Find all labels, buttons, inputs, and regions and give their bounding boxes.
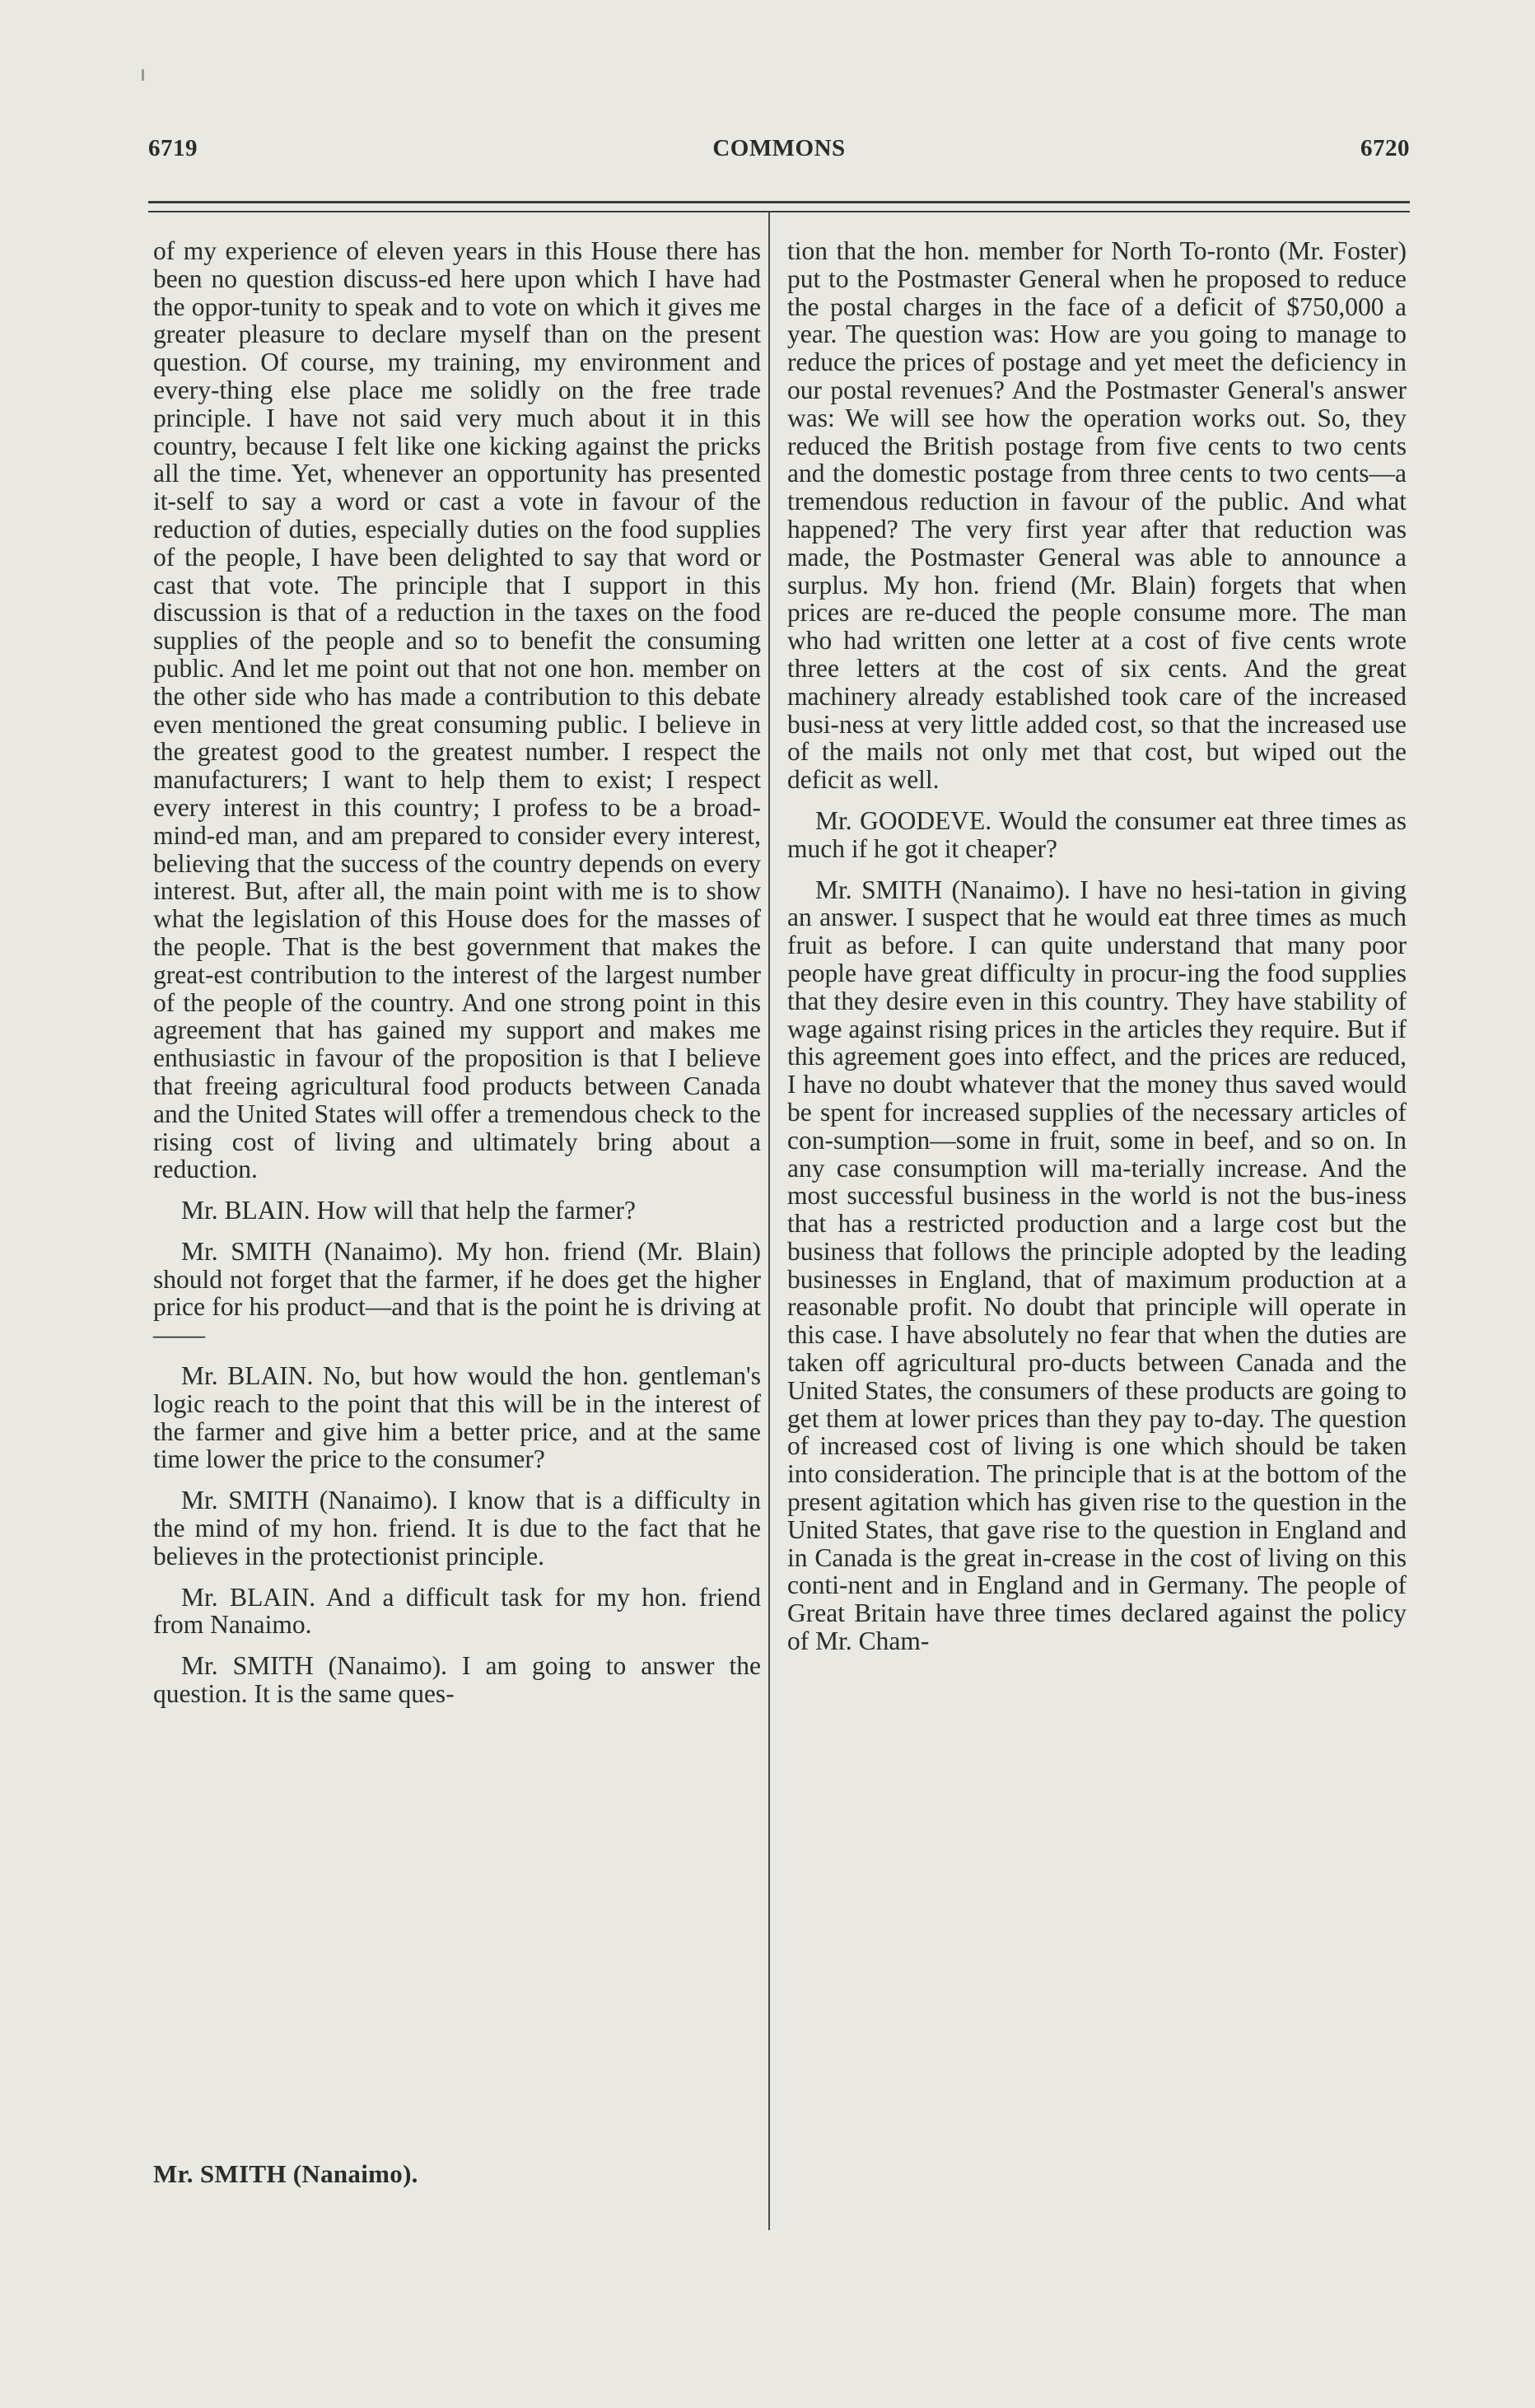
paragraph: Mr. SMITH (Nanaimo). I have no hesi-tation in giving an answer. I suspect that he would eat three times as much fruit as before. I can quite understand that many poor people have great difficulty in procur-ing the food supplies that they desire even in this country. They have stability of wage against rising prices in the articles they require. But if this agreement goes into effect, and the prices are reduced, I have no doubt whatever that the money thus saved would be spent for increased supplies of the necessary articles of con-sumption—some in fruit, some in beef, and so on. In any case consumption will ma-terially increase. And the most successful business in the world is not the bus-iness that has a restricted production and a large cost but the business that follows the principle adopted by the leading businesses in England, that of maximum production at a reasonable profit. No doubt that principle will operate in this case. I have absolutely no fear that when the duties are taken off agricultural pro-ducts between Canada and the United States, the consumers of these products are going to get them at lower prices than they pay to-day. The question of increased cost of living is one which should be taken into consideration. The principle that is at the bottom of the present agitation which has given rise to the question in the United States, that gave rise to the question in England and in Canada is the great in-crease in the cost of living on this conti-nent and in England and in Germany. The people of Great Britain have three times declared against the policy of Mr. Cham- [787,875,1407,1656]
paragraph: Mr. SMITH (Nanaimo). I know that is a difficulty in the mind of my hon. friend. It is due to the fact that he believes in the protectionist principle. [153,1486,761,1570]
paragraph: Mr. SMITH (Nanaimo). I am going to answer the question. It is the same ques- [153,1651,761,1709]
paragraph: of my experience of eleven years in this House there has been no question discuss-ed here upon which I have had the oppor-tunity to speak and to vote on which it gives me greater pleasure to declare myself than on the present question. Of course, my training, my environment and every-thing else place me solidly on the free trade principle. I have not said very much about it in this country, because I felt like one kicking against the pricks all the time. Yet, whenever an opportunity has presented it-self to say a word or cast a vote in favour of the reduction of duties, especially duties on the food supplies of the people, I have been delighted to say that word or cast that vote. The principle that I support in this discussion is that of a reduction in the taxes on the food supplies of the people and so to benefit the consuming public. And let me point out that not one hon. member on the other side who has made a contribution to this debate even mentioned the great consuming public. I believe in the greatest good to the greatest number. I respect the manufacturers; I want to help them to exist; I respect every interest in this country; I profess to be a broad-mind-ed man, and am prepared to consider every interest, believing that the success of the country depends on every interest. But, after all, the main point with me is to show what the legislation of this House does for the masses of the people. That is the best government that makes the great-est contribution to the interest of the largest number of the people of the country. And one strong point in this agreement that has gained my support and makes me enthusiastic in favour of the proposition is that I believe that freeing agricultural food products between Canada and the United States will offer a tremendous check to the rising cost of living and ultimately bring about a reduction. [153,236,761,1184]
paragraph: Mr. SMITH (Nanaimo). My hon. friend (Mr. Blain) should not forget that the farmer, if he does get the higher price for his product—and that is the point he is driving at—— [153,1236,761,1350]
left-column [153,237,761,1721]
header-rule-thin [148,211,1410,212]
header-rule-thick [148,201,1410,203]
paragraph: Mr. BLAIN. How will that help the farmer? [181,1196,636,1225]
page-header [148,135,1410,176]
left-page-number: 6719 [148,135,198,161]
paragraph: Mr. BLAIN. No, but how would the hon. gentleman's logic reach to the point that this will be in the interest of the farmer and give him a better price, and at the same time lower the price to the consumer? [153,1361,761,1474]
page-footer-speaker: Mr. SMITH (Nanaimo). [153,2159,418,2188]
right-page-number: 6720 [1360,135,1410,161]
paragraph: Mr. GOODEVE. Would the consumer eat three times as much if he got it cheaper? [787,805,1407,863]
page-title: COMMONS [712,135,846,161]
margin-mark [142,69,144,81]
right-column [787,237,1407,1668]
column-divider [768,212,770,2230]
paragraph: tion that the hon. member for North To-ronto (Mr. Foster) put to the Postmaster General when he proposed to reduce the postal charges in the face of a deficit of $750,000 a year. The question was: How are you going to manage to reduce the prices of postage and yet meet the deficiency in our postal revenues? And the Postmaster General's answer was: We will see how the operation works out. So, they reduced the British postage from five cents to two cents and the domestic postage from three cents to two cents—a tremendous reduction in favour of the public. And what happened? The very first year after that reduction was made, the Postmaster General was able to announce a surplus. My hon. friend (Mr. Blain) forgets that when prices are re-duced the people consume more. The man who had written one letter at a cost of five cents wrote three letters at the cost of six cents. And the great machinery already established took care of the increased busi-ness at very little added cost, so that the increased use of the mails not only met that cost, but wiped out the deficit as well. [787,236,1407,795]
paragraph: Mr. BLAIN. And a difficult task for my hon. friend from Nanaimo. [153,1582,761,1640]
